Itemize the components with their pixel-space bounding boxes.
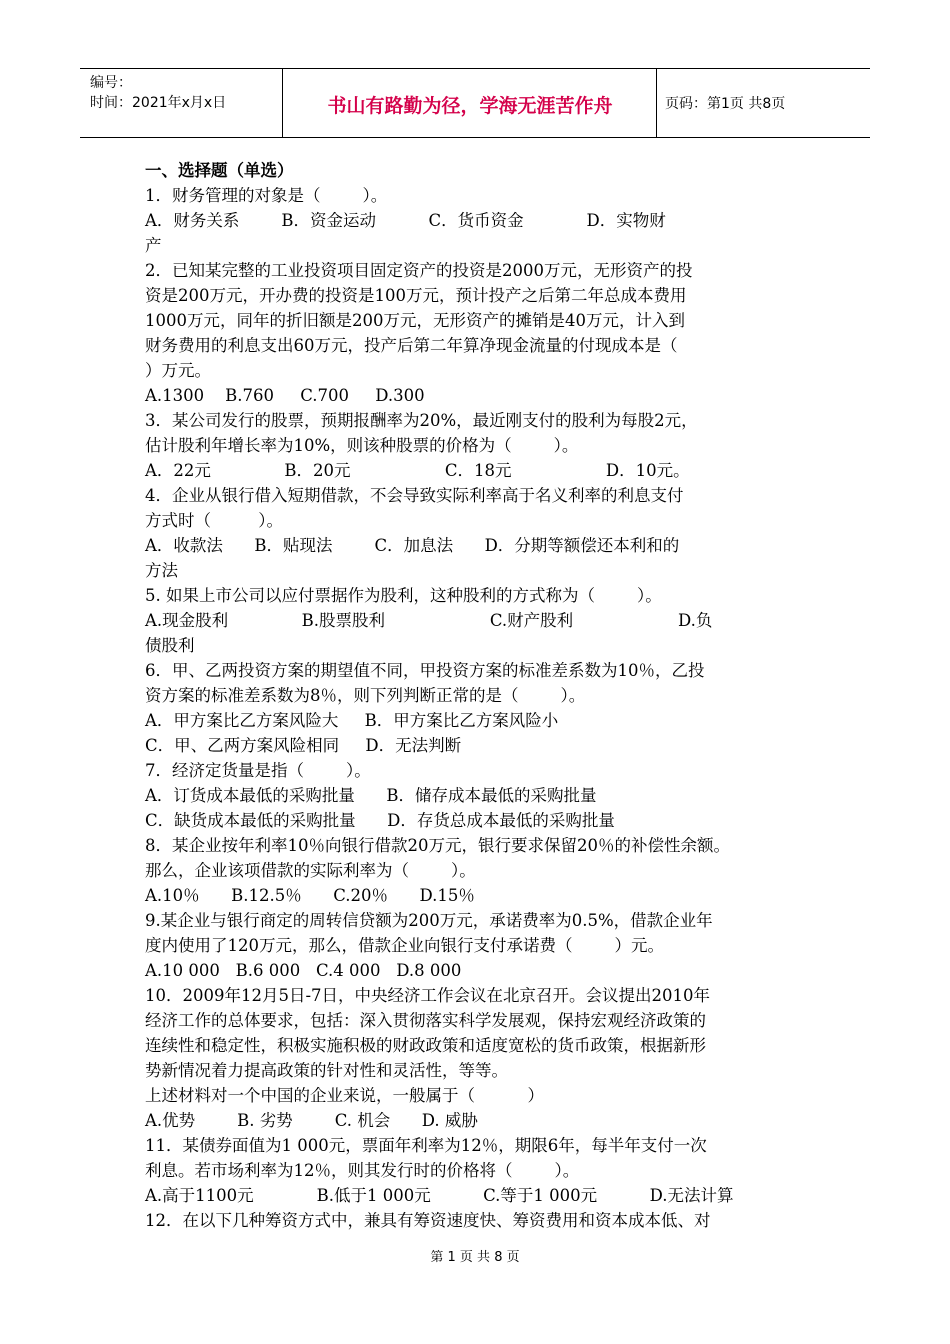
text-line: 产	[145, 236, 162, 255]
text-line: 利息。若市场利率为12％，则其发行时的价格将（ ）。	[145, 1161, 580, 1180]
text-line: A．订货成本最低的采购批量 B．储存成本最低的采购批量	[145, 786, 597, 805]
section-title: 一、选择题（单选）	[145, 161, 294, 180]
text-line: 方式时（ ）。	[145, 511, 283, 530]
text-line: 1．财务管理的对象是（ ）。	[145, 186, 388, 205]
text-line: A.10％ B.12.5％ C.20％ D.15％	[145, 886, 475, 905]
text-line: 估计股利年增长率为10%，则该种股票的价格为（ ）。	[145, 436, 579, 455]
text-line: 2．已知某完整的工业投资项目固定资产的投资是2000万元，无形资产的投	[145, 261, 693, 280]
text-line: 上述材料对一个中国的企业来说，一般属于（ ）	[145, 1086, 544, 1105]
text-line: A．收款法 B．贴现法 C．加息法 D．分期等额偿还本利和的	[145, 536, 680, 555]
text-line: 10．2009年12月5日-7日，中央经济工作会议在北京召开。会议提出2010年	[145, 986, 711, 1005]
text-line: 财务费用的利息支出60万元，投产后第二年算净现金流量的付现成本是（	[145, 336, 678, 355]
text-line: 5. 如果上市公司以应付票据作为股利，这种股利的方式称为（ ）。	[145, 586, 662, 605]
number-label: 编号：	[90, 75, 132, 91]
page-header	[80, 68, 870, 138]
text-line: 11．某债券面值为1 000元，票面年利率为12％，期限6年，每半年支付一次	[145, 1136, 707, 1155]
page-footer: 第 1 页 共 8 页	[430, 1250, 520, 1265]
text-line: 经济工作的总体要求，包括：深入贯彻落实科学发展观，保持宏观经济政策的	[145, 1011, 706, 1030]
text-line: 债股利	[145, 636, 195, 655]
text-line: 资是200万元，开办费的投资是100万元，预计投产之后第二年总成本费用	[145, 286, 687, 305]
text-line: A.优势 B. 劣势 C. 机会 D. 威胁	[145, 1111, 478, 1130]
text-line: 1000万元，同年的折旧额是200万元，无形资产的摊销是40万元，计入到	[145, 311, 685, 330]
text-line: A.10 000 B.6 000 C.4 000 D.8 000	[145, 961, 462, 980]
text-line: 3．某公司发行的股票，预期报酬率为20%，最近刚支付的股利为每股2元，	[145, 411, 698, 430]
text-line: 12．在以下几种筹资方式中，兼具有筹资速度快、筹资费用和资本成本低、对	[145, 1211, 711, 1230]
text-line: A．财务关系 B．资金运动 C．货币资金 D．实物财	[145, 211, 666, 230]
text-line: 方法	[145, 561, 178, 580]
text-line: 4．企业从银行借入短期借款，不会导致实际利率高于名义利率的利息支付	[145, 486, 684, 505]
text-line: 7．经济定货量是指（ ）。	[145, 761, 371, 780]
text-line: 8．某企业按年利率10％向银行借款20万元，银行要求保留20％的补偿性余额。	[145, 836, 730, 855]
text-line: ）万元。	[145, 361, 211, 380]
text-line: 连续性和稳定性，积极实施积极的财政政策和适度宽松的货币政策，根据新形	[145, 1036, 706, 1055]
header-meta	[90, 73, 226, 113]
text-line: 6．甲、乙两投资方案的期望值不同，甲投资方案的标准差系数为10％，乙投	[145, 661, 705, 680]
text-line: 势新情况着力提高政策的针对性和灵活性，等等。	[145, 1061, 508, 1080]
text-line: 9.某企业与银行商定的周转信贷额为200万元，承诺费率为0.5%，借款企业年	[145, 911, 713, 930]
text-line: A.高于1100元 B.低于1 000元 C.等于1 000元 D.无法计算	[145, 1186, 734, 1205]
text-line: C．甲、乙两方案风险相同 D．无法判断	[145, 736, 462, 755]
text-line: 那么，企业该项借款的实际利率为（ ）。	[145, 861, 476, 880]
text-line: 度内使用了120万元，那么，借款企业向银行支付承诺费（ ）元。	[145, 936, 664, 955]
page-info: 页码：第1页 共8页	[665, 96, 786, 112]
header-motto: 书山有路勤为径，学海无涯苦作舟	[327, 95, 613, 117]
text-line: A．甲方案比乙方案风险大 B．甲方案比乙方案风险小	[145, 711, 559, 730]
text-line: A.1300 B.760 C.700 D.300	[145, 386, 425, 405]
text-line: C．缺货成本最低的采购批量 D．存货总成本最低的采购批量	[145, 811, 615, 830]
text-line: A．22元 B．20元 C．18元 D．10元。	[145, 461, 690, 480]
time-label: 时间：2021年x月x日	[90, 95, 227, 111]
text-line: A.现金股利 B.股票股利 C.财产股利 D.负	[145, 611, 713, 630]
text-line: 资方案的标准差系数为8％，则下列判断正常的是（ ）。	[145, 686, 586, 705]
